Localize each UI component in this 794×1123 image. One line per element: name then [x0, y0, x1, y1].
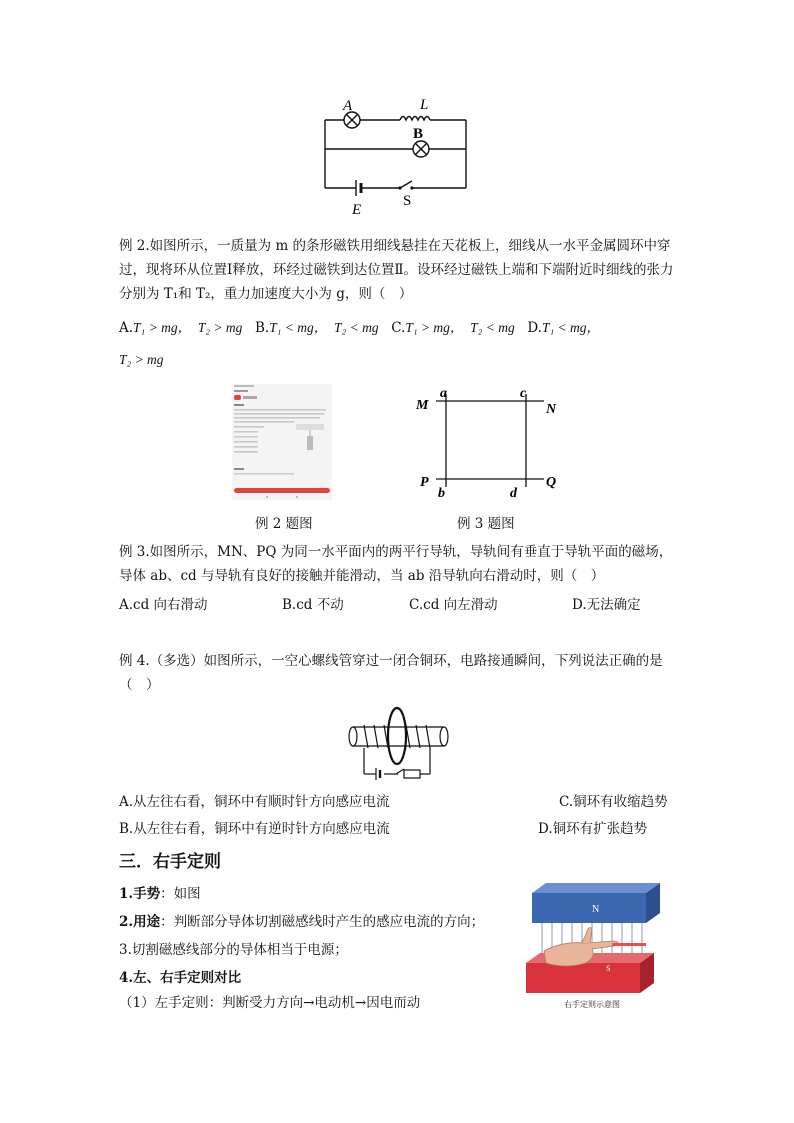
section3-item-2: 2.用途：判断部分导体切割磁感线时产生的感应电流的方向；: [119, 914, 485, 930]
label-B: B: [413, 126, 424, 142]
label-P: P: [420, 475, 429, 490]
magnet-s-label: S: [606, 964, 611, 973]
label-M: M: [416, 398, 429, 413]
ex3-option-d: D.无法确定: [572, 597, 641, 613]
label-a: a: [440, 386, 447, 401]
option-c: C.T₁ > mg， T₂ < mg: [391, 320, 515, 336]
label-S: S: [403, 193, 412, 209]
ex3-option-c: C.cd 向左滑动: [409, 597, 498, 613]
label-N: N: [546, 402, 557, 417]
section3-item-1: 1.手势：如图: [119, 886, 201, 902]
example2-options: [119, 316, 600, 340]
label-b: b: [438, 486, 445, 501]
section3-heading: 三．右手定则: [119, 852, 221, 872]
example2-text: 例 2.如图所示，一质量为 m 的条形磁铁用细线悬挂在天花板上，细线从一水平金属圆环中穿过，现将环从位置Ⅰ释放，环经过磁铁到达位置Ⅱ。设环经过磁铁上端和下端附近时细线的张力分别为 T₁和 T₂，重力加速度大小为 g，则（ ）: [119, 238, 674, 302]
right-hand-rule-caption: 右手定则示意图: [564, 1000, 620, 1009]
example4-option-b: B.从左往右看，铜环中有逆时针方向感应电流: [119, 821, 390, 837]
example4-option-c: C.铜环有收缩趋势: [559, 794, 668, 810]
option-d-continued: T₂ > mg: [119, 352, 164, 367]
magnet-n-label: N: [592, 904, 600, 915]
section3-item-5: （1）左手定则：判断受力方向→电动机→因电而动: [119, 995, 421, 1011]
section3-item-3: 3.切割磁感线部分的导体相当于电源；: [119, 942, 348, 958]
example2-caption: 例 2 题图: [255, 516, 313, 532]
example3-caption: 例 3 题图: [457, 516, 515, 532]
section3-item-4: 4.左、右手定则对比: [119, 970, 242, 986]
label-Q: Q: [546, 475, 557, 490]
label-L: L: [420, 97, 429, 113]
example4-option-d: D.铜环有扩张趋势: [538, 821, 648, 837]
example4-option-a: A.从左往右看，铜环中有顺时针方向感应电流: [119, 794, 390, 810]
label-c: c: [520, 386, 527, 401]
ex3-option-b: B.cd 不动: [282, 597, 344, 613]
right-hand-rule-figure: [522, 881, 664, 1011]
label-E: E: [352, 202, 362, 218]
ex3-option-a: A.cd 向右滑动: [119, 597, 208, 613]
label-d: d: [510, 486, 517, 501]
option-d: D.T₁ < mg，: [527, 320, 601, 336]
example4-text: 例 4.（多选）如图所示，一空心螺线管穿过一闭合铜环，电路接通瞬间，下列说法正确的是（ ）: [119, 653, 663, 693]
option-a: A.T₁ > mg， T₂ > mg: [119, 320, 243, 336]
example2-phone-screenshot: [232, 384, 332, 500]
option-b: B.T₁ < mg， T₂ < mg: [255, 320, 379, 336]
label-A: A: [343, 98, 353, 114]
solenoid-figure: [346, 704, 450, 782]
circuit-jia-figure: [318, 92, 474, 226]
example3-text: 例 3.如图所示，MN、PQ 为同一水平面内的两平行导轨，导轨间有垂直于导轨平面的磁场，导体 ab、cd 与导轨有良好的接触并能滑动，当 ab 沿导轨向右滑动时，则（ ）: [119, 544, 673, 584]
rails-figure: [410, 384, 560, 502]
